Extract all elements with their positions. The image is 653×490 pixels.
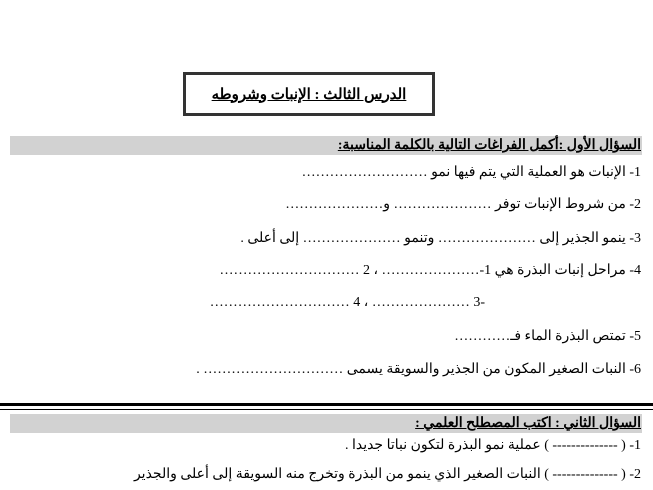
question1-item-5: 5- تمتص البذرة الماء فـ…………	[454, 329, 641, 344]
section-divider-thin	[0, 409, 653, 410]
lesson-title: الدرس الثالث : الإنبات وشروطه	[211, 86, 407, 103]
question2-item-1: 1- ( -------------- ) عملية نمو البذرة لتكون نباتا جديدا .	[344, 438, 641, 453]
question2-heading: السؤال الثاني : اكتب المصطلح العلمي :	[415, 416, 641, 431]
question2-item-2: 2- ( -------------- ) النبات الصغير الذي ينمو من البذرة وتخرج منه السويقة إلى أعلى والجذير	[133, 467, 641, 482]
question1-item-4-continued: -3 ………………… ، 4 …………………………	[209, 295, 485, 310]
question1-item-3: 3- ينمو الجذير إلى ………………… وتنمو ………………… إلى أعلى .	[240, 231, 641, 246]
question1-item-1: 1- الإنبات هو العملية التي يتم فيها نمو ………………………	[301, 165, 641, 180]
lesson-title-box	[183, 72, 435, 116]
question1-item-2: 2- من شروط الإنبات توفر ………………… و…………………	[285, 197, 641, 212]
question1-item-4: 4- مراحل إنبات البذرة هي 1-………………… ، 2 …………………………	[219, 263, 641, 278]
section-divider-thick	[0, 403, 653, 406]
question1-heading: السؤال الأول :أكمل الفراغات التالية بالكلمة المناسبة:	[337, 138, 641, 153]
question1-item-6: 6- النبات الصغير المكون من الجذير والسويقة يسمى ………………………… .	[196, 362, 641, 377]
